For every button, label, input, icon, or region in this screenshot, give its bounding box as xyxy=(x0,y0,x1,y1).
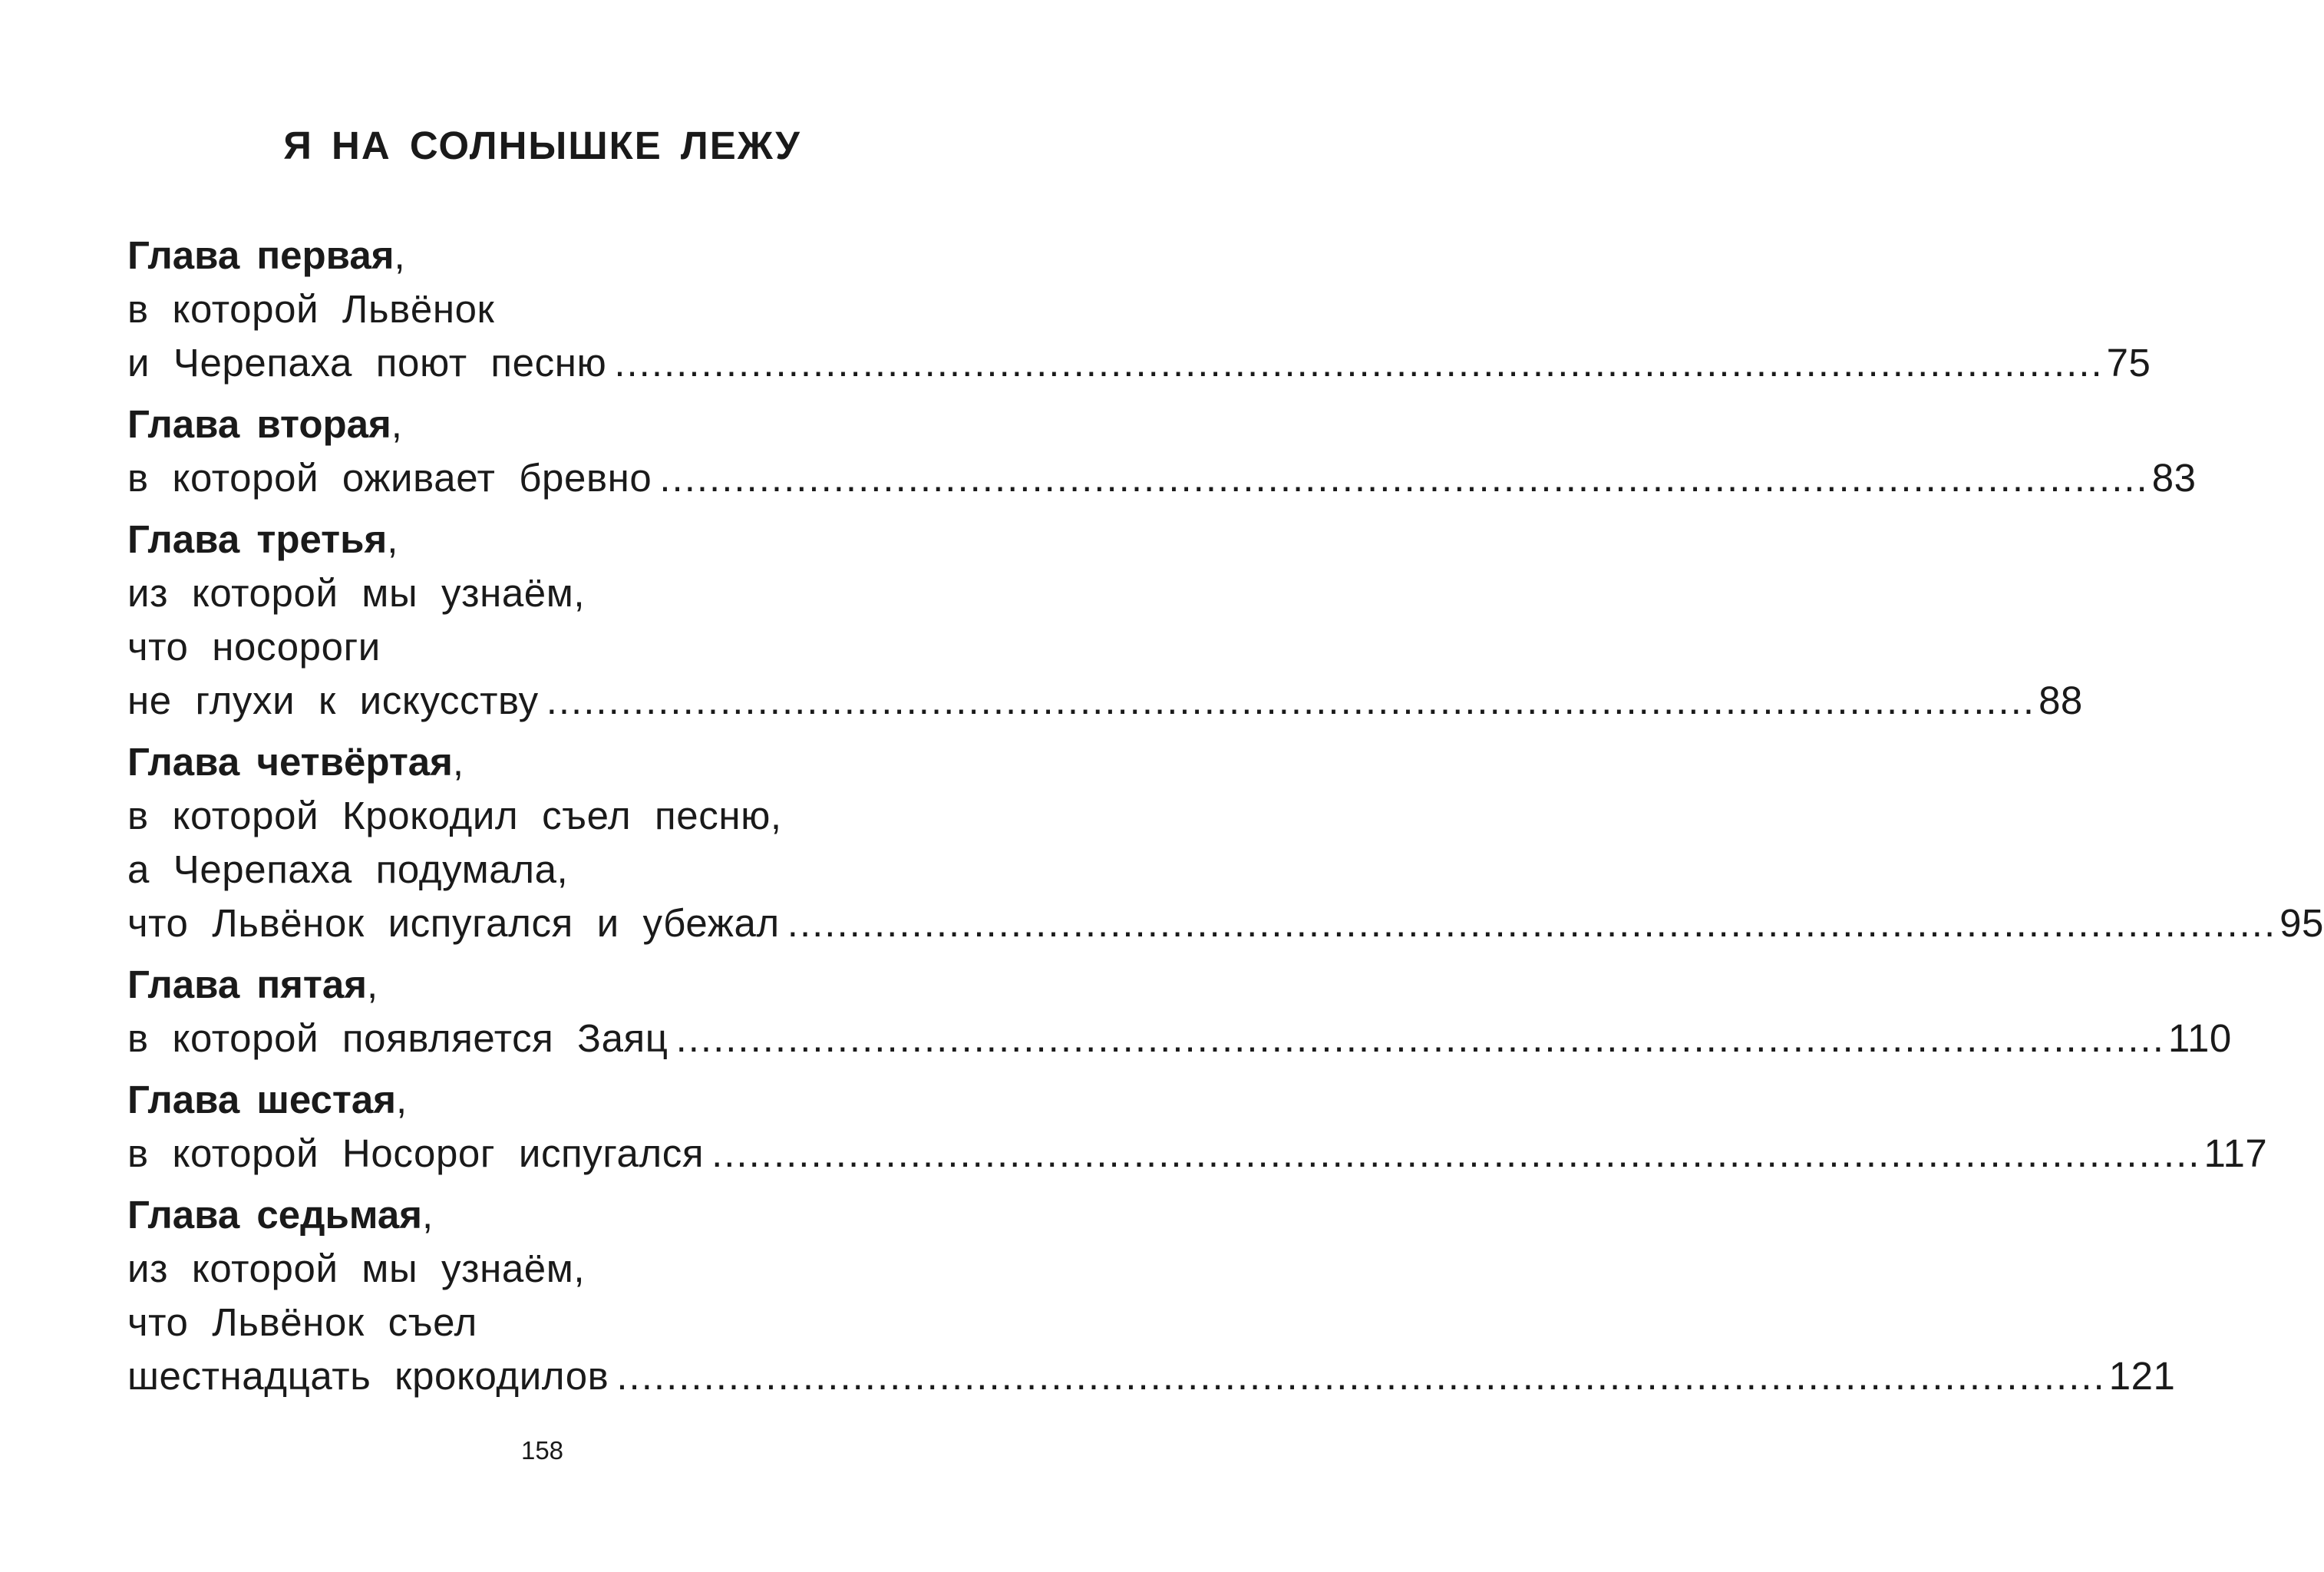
dot-leader: ........................................................................................................................ xyxy=(659,456,2149,500)
toc-entry xyxy=(127,398,2197,505)
chapter-page-line xyxy=(127,336,2151,390)
chapter-title: Глава вторая xyxy=(127,402,391,446)
toc-entry xyxy=(127,735,2324,950)
chapter-description-line: что Львёнок испугался и убежал xyxy=(127,901,780,945)
chapter-heading: Глава вторая, xyxy=(127,402,402,446)
chapter-heading: Глава первая, xyxy=(127,233,405,277)
dot-leader: ........................................................................................................................ xyxy=(787,901,2277,945)
chapter-page-number: 83 xyxy=(2151,456,2197,500)
chapter-heading: Глава шестая, xyxy=(127,1078,408,1121)
chapter-description-line: и Черепаха поют песню xyxy=(127,341,607,385)
chapter-description-line: а Черепаха подумала, xyxy=(127,847,569,891)
chapter-page-line xyxy=(127,674,2083,728)
chapter-page-number: 117 xyxy=(2204,1131,2268,1175)
chapter-description-line: шестнадцать крокодилов xyxy=(127,1354,609,1398)
chapter-description-line: из которой мы узнаём, xyxy=(127,571,586,615)
chapter-page-number: 121 xyxy=(2108,1354,2176,1398)
toc-entry xyxy=(127,1073,2268,1181)
chapter-description-line: в которой оживает бревно xyxy=(127,456,652,500)
page-number: 158 xyxy=(520,1436,564,1465)
dot-leader: ........................................................................................................................ xyxy=(675,1016,2165,1060)
chapter-description-line: что Львёнок съел xyxy=(127,1300,477,1344)
dot-leader: ........................................................................................................................ xyxy=(616,1354,2106,1398)
chapter-page-line xyxy=(127,451,2197,505)
toc-entry xyxy=(127,1188,2176,1403)
toc-entry xyxy=(127,958,2232,1065)
dot-leader: ........................................................................................................................ xyxy=(614,341,2104,385)
table-of-contents xyxy=(127,229,2324,1411)
dot-leader: ........................................................................................................................ xyxy=(546,679,2036,722)
chapter-page-number: 75 xyxy=(2106,341,2151,385)
chapter-page-line xyxy=(127,1127,2268,1181)
chapter-heading: Глава третья, xyxy=(127,517,398,561)
chapter-description-line: что носороги xyxy=(127,625,381,669)
toc-entry xyxy=(127,513,2083,728)
chapter-description-line: не глухи к искусству xyxy=(127,679,539,722)
chapter-title: Глава первая xyxy=(127,233,394,277)
chapter-title: Глава шестая xyxy=(127,1078,397,1121)
chapter-heading: Глава четвёртая, xyxy=(127,740,464,784)
chapter-page-line xyxy=(127,1349,2176,1403)
chapter-description-line: в которой появляется Заяц xyxy=(127,1016,668,1060)
chapter-page-line xyxy=(127,1012,2232,1065)
chapter-description-line: в которой Крокодил съел песню, xyxy=(127,794,782,837)
chapter-title: Глава седьмая xyxy=(127,1193,422,1237)
chapter-heading: Глава седьмая, xyxy=(127,1193,434,1237)
chapter-page-line xyxy=(127,897,2324,950)
chapter-page-number: 110 xyxy=(2167,1016,2232,1060)
chapter-title: Глава четвёртая xyxy=(127,740,453,784)
dot-leader: ........................................................................................................................ xyxy=(711,1131,2201,1175)
page-title: Я НА СОЛНЫШКЕ ЛЕЖУ xyxy=(283,124,801,167)
chapter-description-line: в которой Львёнок xyxy=(127,287,495,331)
chapter-description-line: из которой мы узнаём, xyxy=(127,1247,586,1290)
chapter-title: Глава третья xyxy=(127,517,388,561)
chapter-page-number: 95 xyxy=(2279,901,2324,945)
chapter-description-line: в которой Носорог испугался xyxy=(127,1131,705,1175)
chapter-page-number: 88 xyxy=(2038,679,2083,722)
toc-entry xyxy=(127,229,2151,390)
chapter-heading: Глава пятая, xyxy=(127,963,378,1006)
chapter-title: Глава пятая xyxy=(127,963,368,1006)
